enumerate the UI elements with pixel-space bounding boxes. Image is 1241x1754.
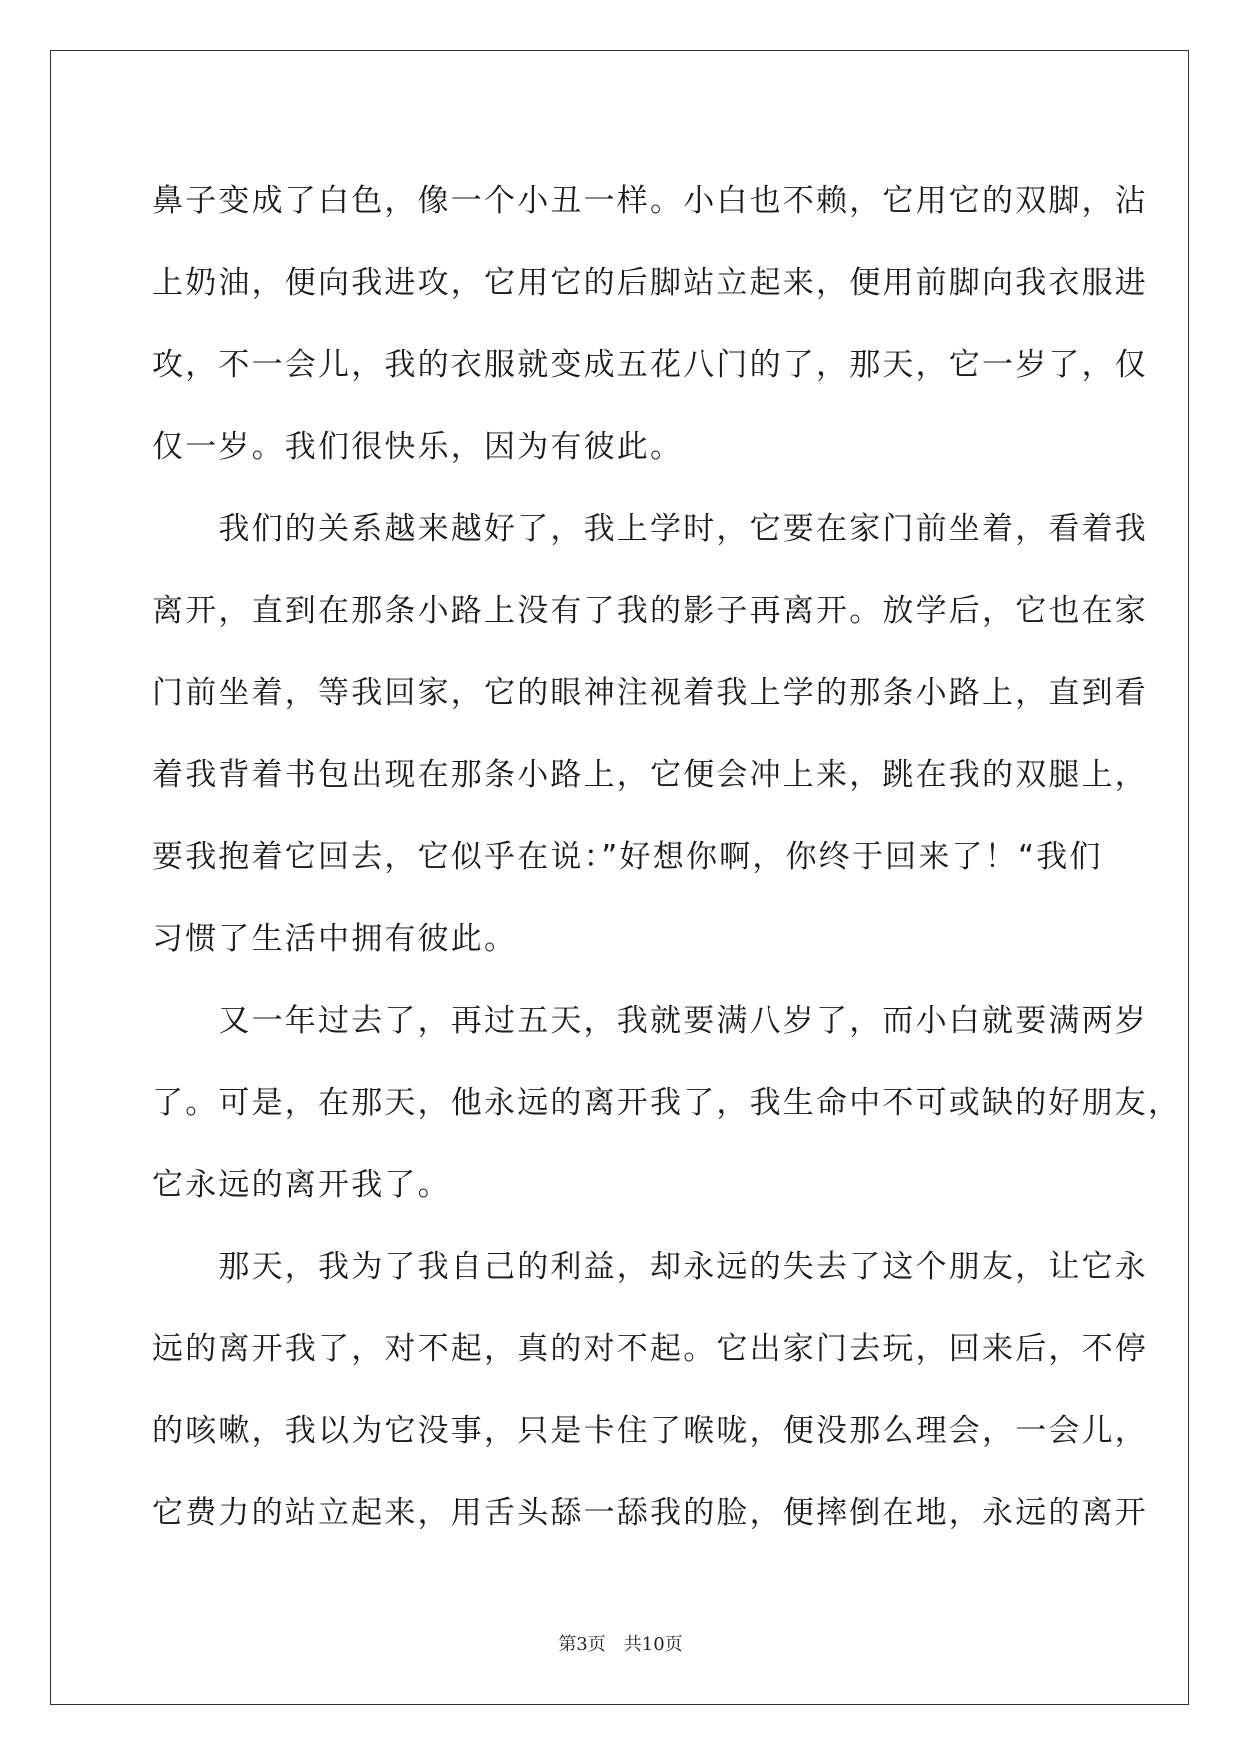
text-line: 鼻子变成了白色，像一个小丑一样。小白也不赖，它用它的双脚，沾 <box>152 183 1148 219</box>
page-number-footer: 第3页 共10页 <box>558 1634 683 1655</box>
text-line: 仅一岁。我们很快乐，因为有彼此。 <box>152 429 684 465</box>
text-line: 攻，不一会儿，我的衣服就变成五花八门的了，那天，它一岁了，仅 <box>152 347 1148 383</box>
text-line: 门前坐着，等我回家，它的眼神注视着我上学的那条小路上，直到看 <box>152 675 1148 711</box>
text-line: 它费力的站立起来，用舌头舔一舔我的脸，便摔倒在地，永远的离开 <box>152 1495 1148 1531</box>
document-body <box>152 160 1182 1554</box>
text-line: 它永远的离开我了。 <box>152 1167 451 1203</box>
text-line: 我们的关系越来越好了，我上学时，它要在家门前坐着，看着我 <box>152 511 1148 547</box>
text-line: 了。可是，在那天，他永远的离开我了，我生命中不可或缺的好朋友， <box>152 1085 1182 1121</box>
text-line: 又一年过去了，再过五天，我就要满八岁了，而小白就要满两岁 <box>152 1003 1148 1039</box>
text-line: 离开，直到在那条小路上没有了我的影子再离开。放学后，它也在家 <box>152 593 1148 629</box>
text-line: 要我抱着它回去，它似乎在说：”好想你啊，你终于回来了！“我们 <box>152 839 1103 875</box>
text-line: 习惯了生活中拥有彼此。 <box>152 921 518 957</box>
text-line: 远的离开我了，对不起，真的对不起。它出家门去玩，回来后，不停 <box>152 1331 1148 1367</box>
text-line: 那天，我为了我自己的利益，却永远的失去了这个朋友，让它永 <box>152 1249 1148 1285</box>
text-line: 上奶油，便向我进攻，它用它的后脚站立起来，便用前脚向我衣服进 <box>152 265 1148 301</box>
text-line: 着我背着书包出现在那条小路上，它便会冲上来，跳在我的双腿上， <box>152 757 1148 793</box>
text-line: 的咳嗽，我以为它没事，只是卡住了喉咙，便没那么理会，一会儿， <box>152 1413 1148 1449</box>
